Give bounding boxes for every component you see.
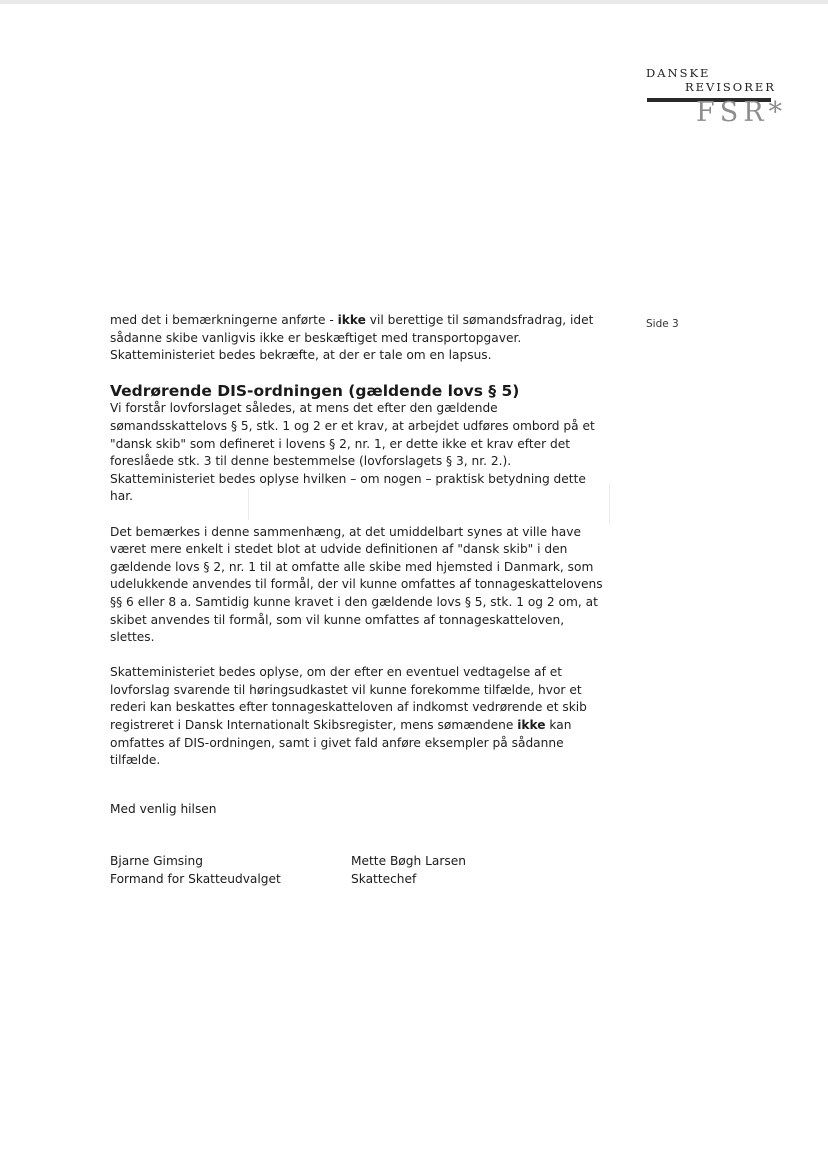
intro-emphasis: ikke <box>337 313 366 327</box>
letter-body <box>110 312 610 770</box>
signature-block-1 <box>110 852 281 888</box>
logo-text-danske: DANSKE <box>646 66 711 80</box>
logo-text-revisorer: REVISORER <box>685 80 776 94</box>
intro-text-b: vil berettige til sømandsfradrag, idet sådanne skibe vanligvis ikke er beskæftiget med transportopgaver. Skatteministeriet bedes bekræfte, at der er tale om en lapsus. <box>110 313 594 363</box>
para3-emphasis: ikke <box>517 718 546 733</box>
signatory-name: Mette Bøgh Larsen <box>351 854 466 868</box>
signatory-title: Skattechef <box>351 872 417 886</box>
page-top-edge <box>0 0 828 4</box>
scan-mark <box>248 488 249 520</box>
intro-paragraph <box>110 312 610 365</box>
section-paragraph-2: Det bemærkes i denne sammenhæng, at det umiddelbart synes at ville have været mere enkelt i stedet blot at udvide definitionen af "dansk skib" i den gældende lovs § 2, nr. 1 til at omfatte alle skibe med hjemsted i Danmark, som udelukkende anvendes til formål, der vil kunne omfattes af tonnageskattelovens §§ 6 eller 8 a. Samtidig kunne kravet i den gældende lovs § 5, stk. 1 og 2 om, at skibet anvendes til formål, som vil kunne omfattes af tonnageskatteloven, slettes. <box>110 524 603 645</box>
para3-text-a: Skatteministeriet bedes oplyse, om der efter en eventuel vedtagelse af et lovforslag svarende til høringsudkastet vil kunne forekomme tilfælde, hvor et rederi kan beskattes efter tonnageskatteloven af indkomst vedrørende et skib registreret i Dansk Internationalt Skibsregister, mens sømændene <box>110 665 587 733</box>
section-paragraph-3 <box>110 664 610 770</box>
signature-block-2 <box>351 852 466 888</box>
logo-mark-fsr: FSR* <box>696 97 788 128</box>
scan-mark <box>609 484 610 524</box>
closing-greeting: Med venlig hilsen <box>110 802 217 816</box>
para3-text-b: kan omfattes af DIS-ordningen, samt i givet fald anføre eksempler på sådanne tilfælde. <box>110 718 572 768</box>
signatory-title: Formand for Skatteudvalget <box>110 872 281 886</box>
fsr-logo <box>640 64 788 134</box>
page-number: Side 3 <box>646 318 679 330</box>
intro-text-a: med det i bemærkningerne anførte - <box>110 313 338 327</box>
section-heading: Vedrørende DIS-ordningen (gældende lovs § 5) <box>110 382 520 401</box>
signatory-name: Bjarne Gimsing <box>110 854 204 868</box>
section-paragraph-1: Vi forstår lovforslaget således, at mens det efter den gældende sømandsskattelovs § 5, stk. 1 og 2 er et krav, at arbejdet udføres ombord på et "dansk skib" som defineret i lovens § 2, nr. 1, er dette ikke et krav efter det foreslåede stk. 3 til denne bestemmelse (lovforslagets § 3, nr. 2.). Skatteministeriet bedes oplyse hvilken – om nogen – praktisk betydning dette har. <box>110 401 595 504</box>
